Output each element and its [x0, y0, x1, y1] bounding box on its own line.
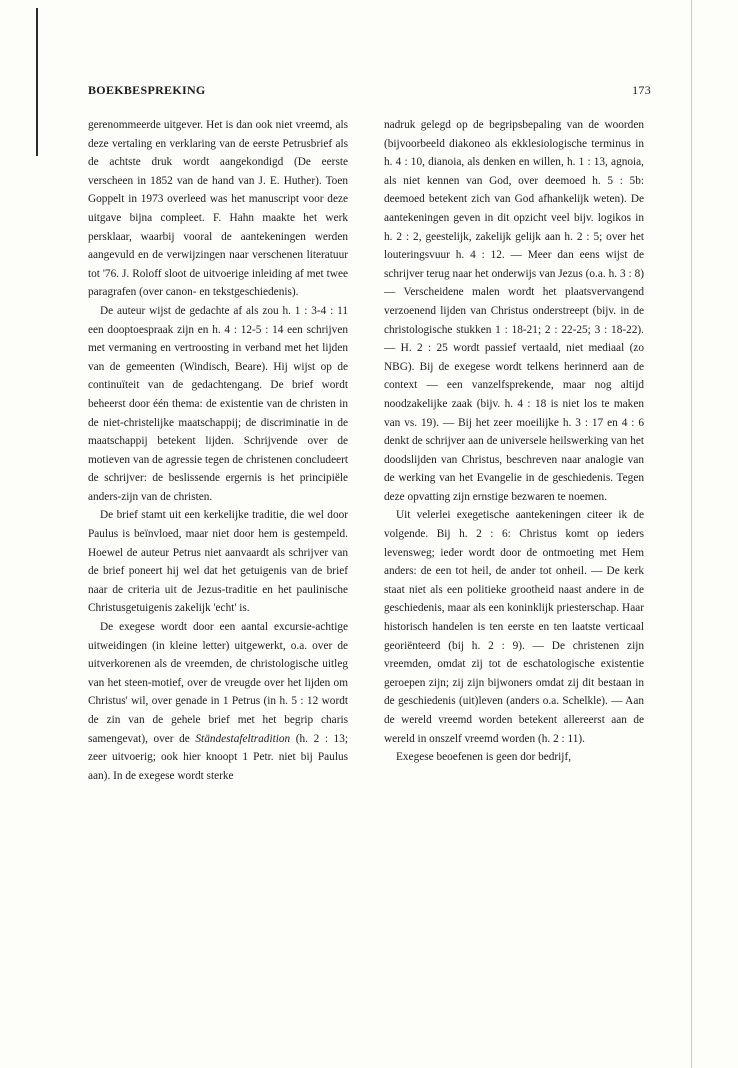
paragraph-text: De exegese wordt door een aantal excursie-achtige uitweidingen (in kleine letter) uitgewerkt, o.a. over de uitverkorenen als de vreemden, de christologische uitleg van het steen-motief, over de vreugde over het lijden om Christus' wil, over genade in 1 Petrus (in h. 5 : 12 wordt de zin van de gehele brief met het begrip charis samengevat), over de — [88, 621, 348, 745]
italic-term: Ständestafeltradition — [195, 732, 291, 745]
running-head — [88, 83, 651, 99]
paragraph: nadruk gelegd op de begripsbepaling van de woorden (bijvoorbeeld diakoneo als ekklesiologische terminus in h. 4 : 10, dianoia, als denken en willen, h. 1 : 13, agnoia, als niet kennen van God, over deemoed h. 5 : 5b: deemoed betekent zich van God afhankelijk weten). De aantekeningen geven in dit opzicht veel bijv. logikos in h. 2 : 2, geestelijk, zakelijk gelijk aan h. 2 : 5; over het louteringsvuur h. 4 : 12. — Meer dan eens wijst de schrijver terug naar het onderwijs van Jezus (o.a. h. 3 : 8) — Verscheidene malen wordt het plaatsvervangend verzoenend lijden van Christus onderstreept (bijv. in de christologische stukken 1 : 18-21; 2 : 22-25; 3 : 18-22). — H. 2 : 25 wordt passief vertaald, niet mediaal (zo NBG). Bij de exegese wordt telkens herinnerd aan de context — een vanzelfsprekende, maar nog altijd noodzakelijke zaak (bijv. h. 4 : 18 is niet los te maken van vs. 19). — Bij het zeer moeilijke h. 3 : 17 en 4 : 6 denkt de schrijver aan de universele heilswerking van het doodslijden van Christus, beschreven naar analogie van de werking van het Evangelie in de geschiedenis. Tegen deze opvatting zijn ernstige bezwaren te noemen. — [384, 119, 644, 503]
right-column — [384, 116, 644, 767]
left-column — [88, 116, 348, 785]
paragraph: Exegese beoefenen is geen dor bedrijf, — [396, 751, 572, 764]
page-edge — [691, 0, 692, 1068]
paragraph: De brief stamt uit een kerkelijke traditie, die wel door Paulus is beïnvloed, maar niet door hem is gestempeld. Hoewel de auteur Petrus niet aanvaardt als schrijver van de brief poneert hij wel dat het getuigenis van de brief naar de criteria uit de Jezus-traditie en het paulinische Christusgetuigenis zakelijk 'echt' is. — [88, 509, 348, 615]
section-title: BOEKBESPREKING — [88, 83, 206, 97]
paragraph-text: (h. 2 : 13; zeer uitvoerig; ook hier knoopt 1 Petr. niet bij Paulus aan). In de exegese wordt sterke — [88, 732, 348, 782]
paragraph — [88, 618, 348, 785]
page-number: 173 — [632, 83, 651, 97]
paragraph: De auteur wijst de gedachte af als zou h. 1 : 3-4 : 11 een dooptoespraak zijn en h. 4 : 12-5 : 14 een schrijven met vermaning en vertroosting in verband met het lijden van de gemeenten (Windisch, Beare). Hij wijst op de continuïteit van de gedachtengang. De brief wordt beheerst door één thema: de existentie van de christen in de niet-christelijke maatschappij; de discriminatie in de maatschappij betekent lijden. Schrijvende over de motieven van de agressie tegen de christenen concludeert de schrijver: de beslissende ergernis is het principiële anders-zijn van de christen. — [88, 304, 348, 503]
paragraph: Uit velerlei exegetische aantekeningen citeer ik de volgende. Bij h. 2 : 6: Christus komt op ieders levensweg; ieder wordt door de ontmoeting met Hem anders: de een tot heil, de ander tot onheil. — De kerk staat niet als een politieke grootheid naast andere in de geschiedenis, maar als een koninklijk priesterschap. Haar historisch handelen is ten eerste en ten laatste verticaal georiënteerd (bij h. 2 : 9). — De christenen zijn vreemden, omdat zij tot de eschatologische existentie geroepen zijn; zij zijn bijwoners omdat zij dit bestaan in de geschiedenis (uit)leven (anders o.a. Schelkle). — Aan de wereld vreemd worden betekent allereerst aan de wereld in onszelf vreemd worden (h. 2 : 11). — [384, 509, 644, 745]
scan-margin-line — [36, 8, 38, 156]
paragraph: gerenommeerde uitgever. Het is dan ook niet vreemd, als deze vertaling en verklaring van de eerste Petrusbrief als de achtste druk wordt aangekondigd (De eerste verscheen in 1852 van de hand van J. E. Huther). Toen Goppelt in 1973 overleed was het manuscript voor deze uitgave bijna compleet. F. Hahn maakte het werk persklaar, waarbij vooral de aantekeningen werden aangevuld en de verwijzingen naar verschenen literatuur tot '76. J. Roloff sloot de uitvoerige inleiding af met twee paragrafen (over canon- en tekstgeschiedenis). — [88, 119, 348, 299]
